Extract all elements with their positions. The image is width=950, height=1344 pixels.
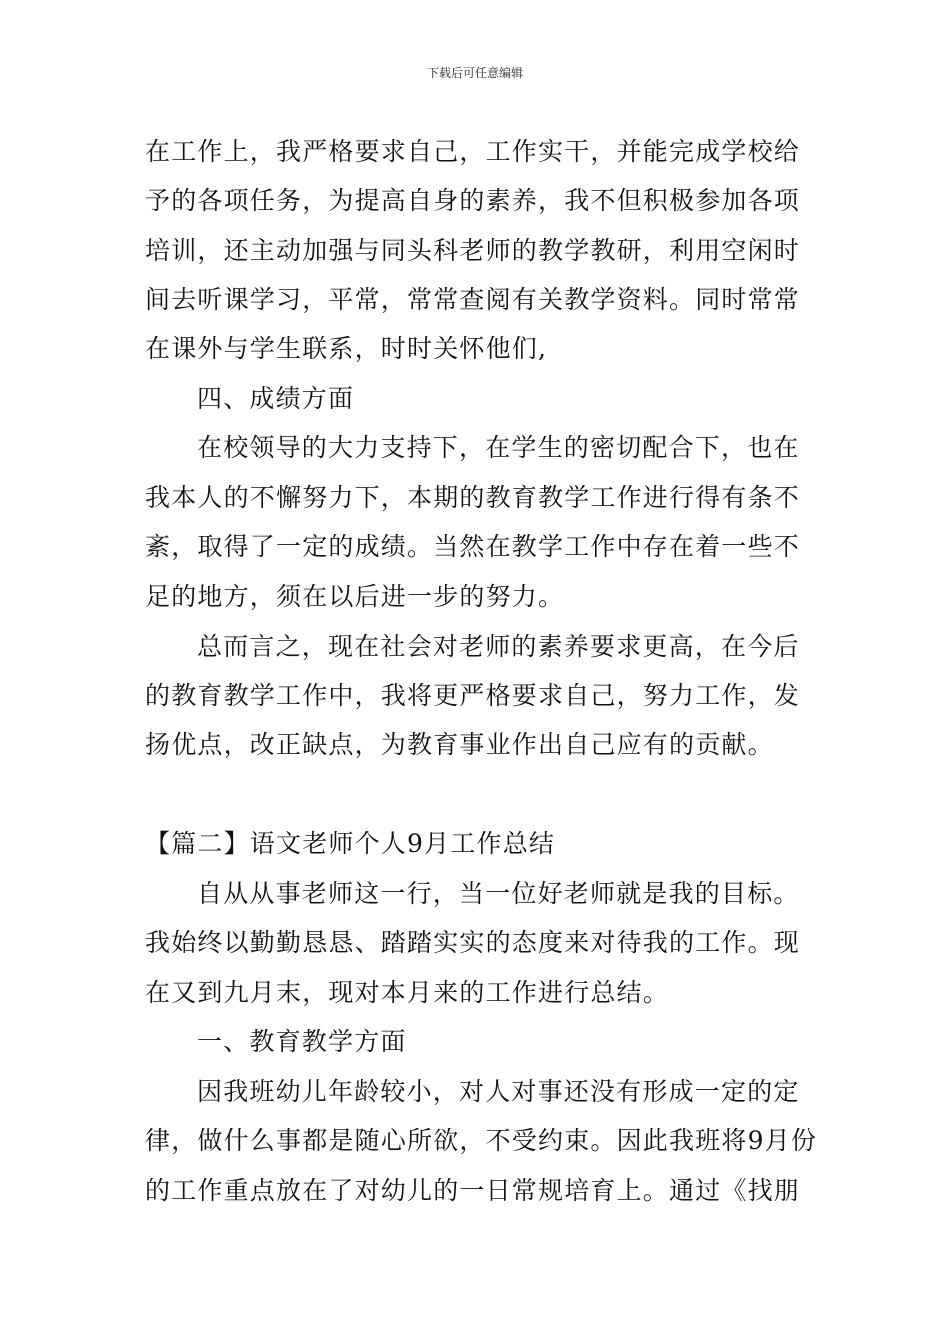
paragraph-line: 我本人的不懈努力下，本期的教育教学工作进行得有条不 (145, 483, 801, 512)
paragraph-line: 间去听课学习，平常，常常查阅有关教学资料。同时常常 (145, 285, 801, 314)
paragraph-line: 予的各项任务，为提高自身的素养，我不但积极参加各项 (145, 186, 801, 215)
article-title: 【篇二】语文老师个人9月工作总结 (145, 829, 556, 858)
paragraph-line: 在课外与学生联系，时时关怀他们, (145, 334, 548, 363)
paragraph-line: 总而言之，现在社会对老师的素养要求更高，在今后 (197, 632, 800, 661)
paragraph-line: 扬优点，改正缺点，为教育事业作出自己应有的贡献。 (145, 730, 774, 759)
paragraph-line: 紊，取得了一定的成绩。当然在教学工作中存在着一些不 (145, 532, 801, 561)
paragraph-line: 自从从事老师这一行，当一位好老师就是我的目标。 (197, 879, 800, 908)
paragraph-line: 在又到九月末，现对本月来的工作进行总结。 (145, 978, 670, 1007)
paragraph-line: 培训，还主动加强与同头科老师的教学教研，利用空闲时 (145, 236, 801, 265)
paragraph-line: 的教育教学工作中，我将更严格要求自己，努力工作，发 (145, 681, 801, 710)
page-header: 下载后可任意编辑 (426, 66, 523, 80)
paragraph-line: 的工作重点放在了对幼儿的一日常规培育上。通过《找朋 (145, 1176, 801, 1205)
section-heading: 一、教育教学方面 (197, 1027, 407, 1056)
paragraph-line: 在校领导的大力支持下，在学生的密切配合下，也在 (197, 433, 800, 462)
paragraph-line: 因我班幼儿年龄较小，对人对事还没有形成一定的定 (197, 1077, 800, 1106)
paragraph-line: 我始终以勤勤恳恳、踏踏实实的态度来对待我的工作。现 (145, 928, 801, 957)
paragraph-line: 在工作上，我严格要求自己，工作实干，并能完成学校给 (145, 137, 801, 166)
section-heading: 四、成绩方面 (197, 384, 355, 413)
paragraph-line: 律，做什么事都是随心所欲，不受约束。因此我班将9月份 (145, 1126, 818, 1155)
paragraph-line: 足的地方，须在以后进一步的努力。 (145, 582, 565, 611)
